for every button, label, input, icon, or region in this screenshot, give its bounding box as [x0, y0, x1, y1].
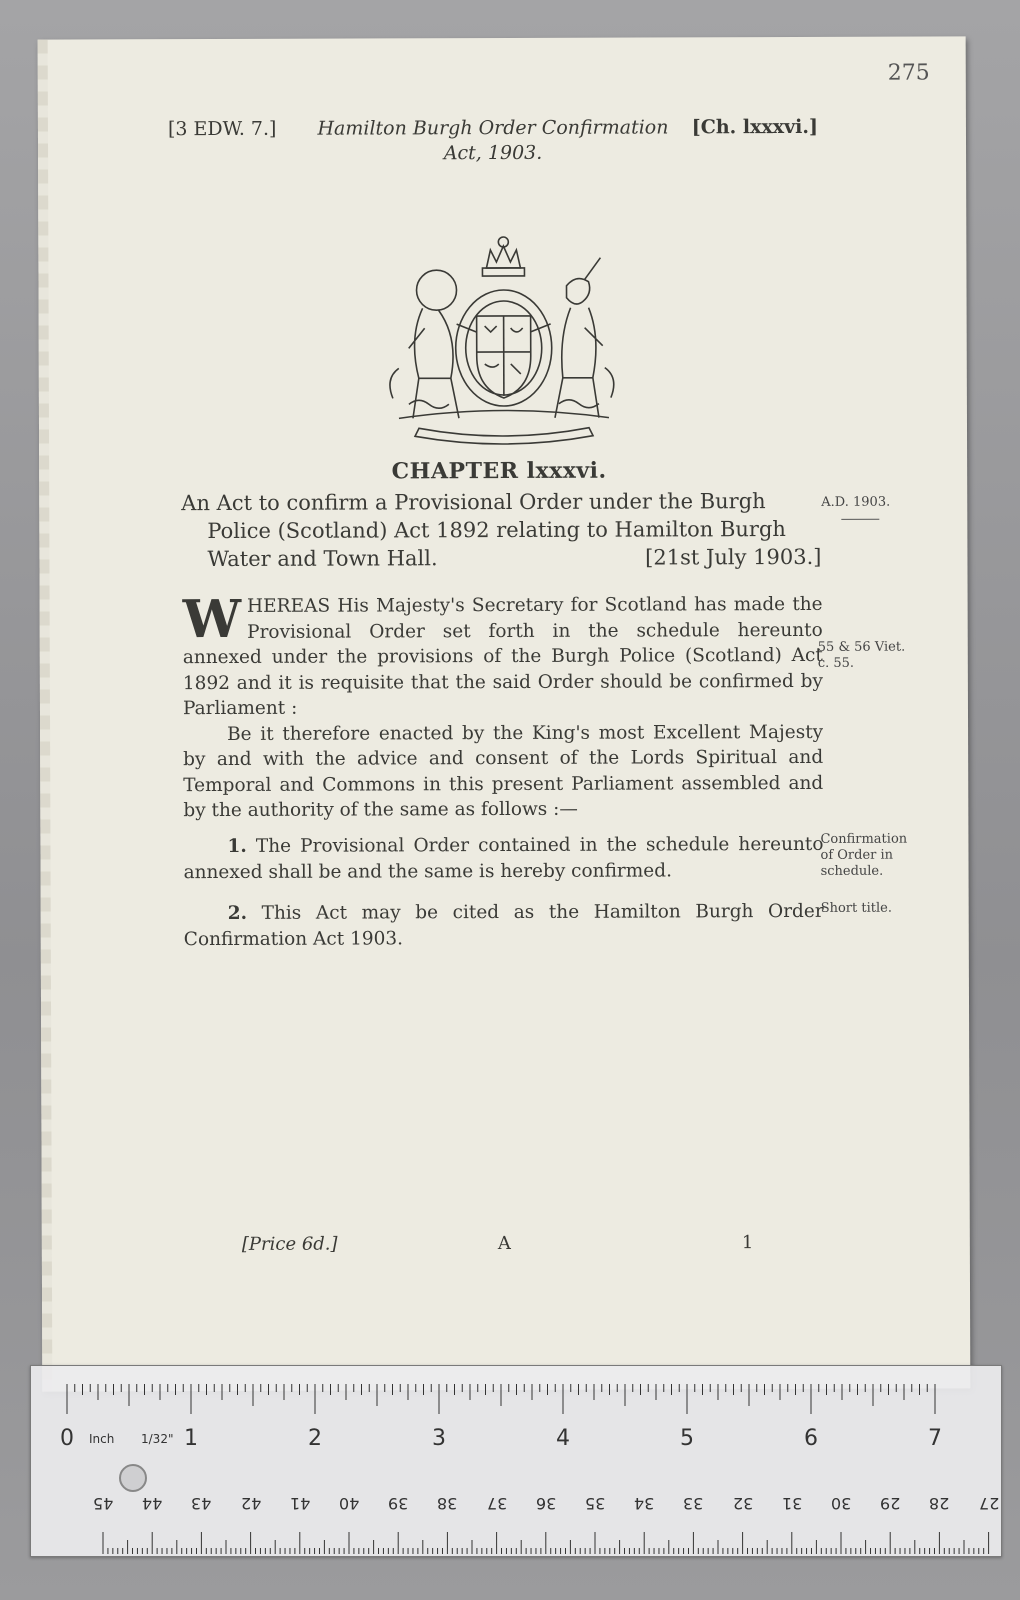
ruler-inch-number: 5 — [680, 1426, 694, 1451]
header-title-line1: Hamilton Burgh Order Confirmation — [317, 116, 669, 140]
ruler-cm-number: 37 — [486, 1494, 507, 1513]
preamble — [182, 588, 824, 824]
ruler-cm-number: 45 — [93, 1494, 114, 1513]
margin-note-year — [821, 495, 890, 520]
margin-note-citation — [818, 640, 906, 672]
ruler-cm-number: 36 — [535, 1494, 557, 1513]
ruler-hanging-hole — [119, 1464, 147, 1492]
ruler-cm-number: 40 — [339, 1494, 360, 1513]
enacting-formula: Be it therefore enacted by the King's most Excellent Majesty by and with the advice and consent of the Lords Spiritual and Temporal and Commons in this present Parliament assembled and by the authority of the same as follows :— — [183, 721, 824, 822]
price-note: [Price 6d.] — [241, 1233, 338, 1255]
ruler-inch-number: 1 — [184, 1426, 198, 1451]
chapter-heading: CHAPTER lxxxvi. — [391, 457, 607, 485]
section-2-text: This Act may be cited as the Hamilton Burgh Order Confirmation Act 1903. — [183, 900, 824, 950]
long-title-line1: An Act to confirm a Provisional Order under the Burgh — [181, 489, 766, 516]
margin-viet-line2: c. 55. — [817, 655, 855, 671]
ruler-cm-number: 34 — [634, 1494, 655, 1513]
header-title-line2: Act, 1903. — [443, 141, 543, 165]
whereas-text: HEREAS His Majesty's Secretary for Scotland has made the Provisional Order set forth in the schedule hereunto annexed under the provisions of the Burgh Police (Scotland) Act 1892 and it is requisite that the said Order should be confirmed by Parliament : — [182, 593, 823, 720]
long-title-line3 — [181, 543, 821, 573]
ruler-cm-number: 28 — [929, 1494, 950, 1513]
ruler-cm-number: 41 — [289, 1494, 311, 1513]
ruler-inch-label: Inch — [89, 1432, 115, 1446]
assent-date: [21st July 1903.] — [645, 544, 822, 570]
act-long-title — [181, 487, 821, 573]
document-page — [38, 36, 971, 1391]
margin-note-short-title: Short title. — [820, 900, 892, 916]
margin-ad-year: A.D. 1903. — [821, 494, 891, 510]
ruler-ticks — [31, 1366, 1001, 1556]
section-2-number: 2. — [227, 902, 248, 924]
margin-conf-line1: Confirmation — [820, 831, 908, 847]
signature-mark: A — [497, 1232, 511, 1255]
margin-viet-line1: 55 & 56 Viet. — [817, 639, 906, 655]
ruler-cm-number: 44 — [142, 1494, 163, 1513]
ruler-cm-number: 35 — [585, 1494, 606, 1513]
ruler-cm-number: 29 — [880, 1494, 901, 1513]
section-1-text: The Provisional Order contained in the schedule hereunto annexed shall be and the same is hereby confirmed. — [183, 833, 824, 883]
ruler-cm-number: 33 — [683, 1494, 704, 1513]
ruler-inch-number: 2 — [308, 1426, 322, 1451]
section-1 — [183, 832, 823, 885]
margin-conf-line2: of Order in — [820, 847, 894, 863]
ruler-inch-number: 4 — [556, 1426, 570, 1451]
dropcap: W — [182, 588, 242, 651]
header-regnal-year: [3 EDW. 7.] — [167, 117, 277, 141]
folio-number: 1 — [741, 1232, 754, 1254]
royal-coat-of-arms-icon — [378, 228, 629, 449]
ruler-cm-number: 31 — [781, 1494, 803, 1513]
page-number: 275 — [887, 60, 930, 86]
ruler-cm-number: 27 — [978, 1494, 999, 1513]
ruler — [30, 1365, 1002, 1557]
running-header — [168, 115, 818, 167]
ruler-cm-number: 32 — [732, 1494, 753, 1513]
section-2 — [184, 899, 824, 952]
long-title-line2: Police (Scotland) Act 1892 relating to Hamilton Burgh — [207, 517, 786, 544]
ruler-inch-number: 7 — [928, 1426, 942, 1451]
ruler-inch-number: 6 — [804, 1426, 818, 1451]
ruler-fraction-label: 1/32" — [141, 1432, 174, 1446]
header-chapter: [Ch. lxxxvi.] — [691, 115, 818, 139]
ruler-cm-number: 38 — [437, 1494, 458, 1513]
ruler-inch-number: 3 — [432, 1426, 446, 1451]
ruler-inch-number: 0 — [60, 1426, 74, 1451]
ruler-cm-number: 43 — [191, 1494, 212, 1513]
margin-conf-line3: schedule. — [820, 863, 884, 879]
ruler-cm-number: 42 — [240, 1494, 261, 1513]
ruler-cm-number: 30 — [831, 1494, 852, 1513]
margin-rule — [841, 519, 879, 520]
long-title-line3-text: Water and Town Hall. — [207, 546, 438, 572]
ruler-cm-number: 39 — [388, 1494, 409, 1513]
margin-note-confirmation — [820, 832, 907, 880]
section-1-number: 1. — [227, 835, 247, 857]
